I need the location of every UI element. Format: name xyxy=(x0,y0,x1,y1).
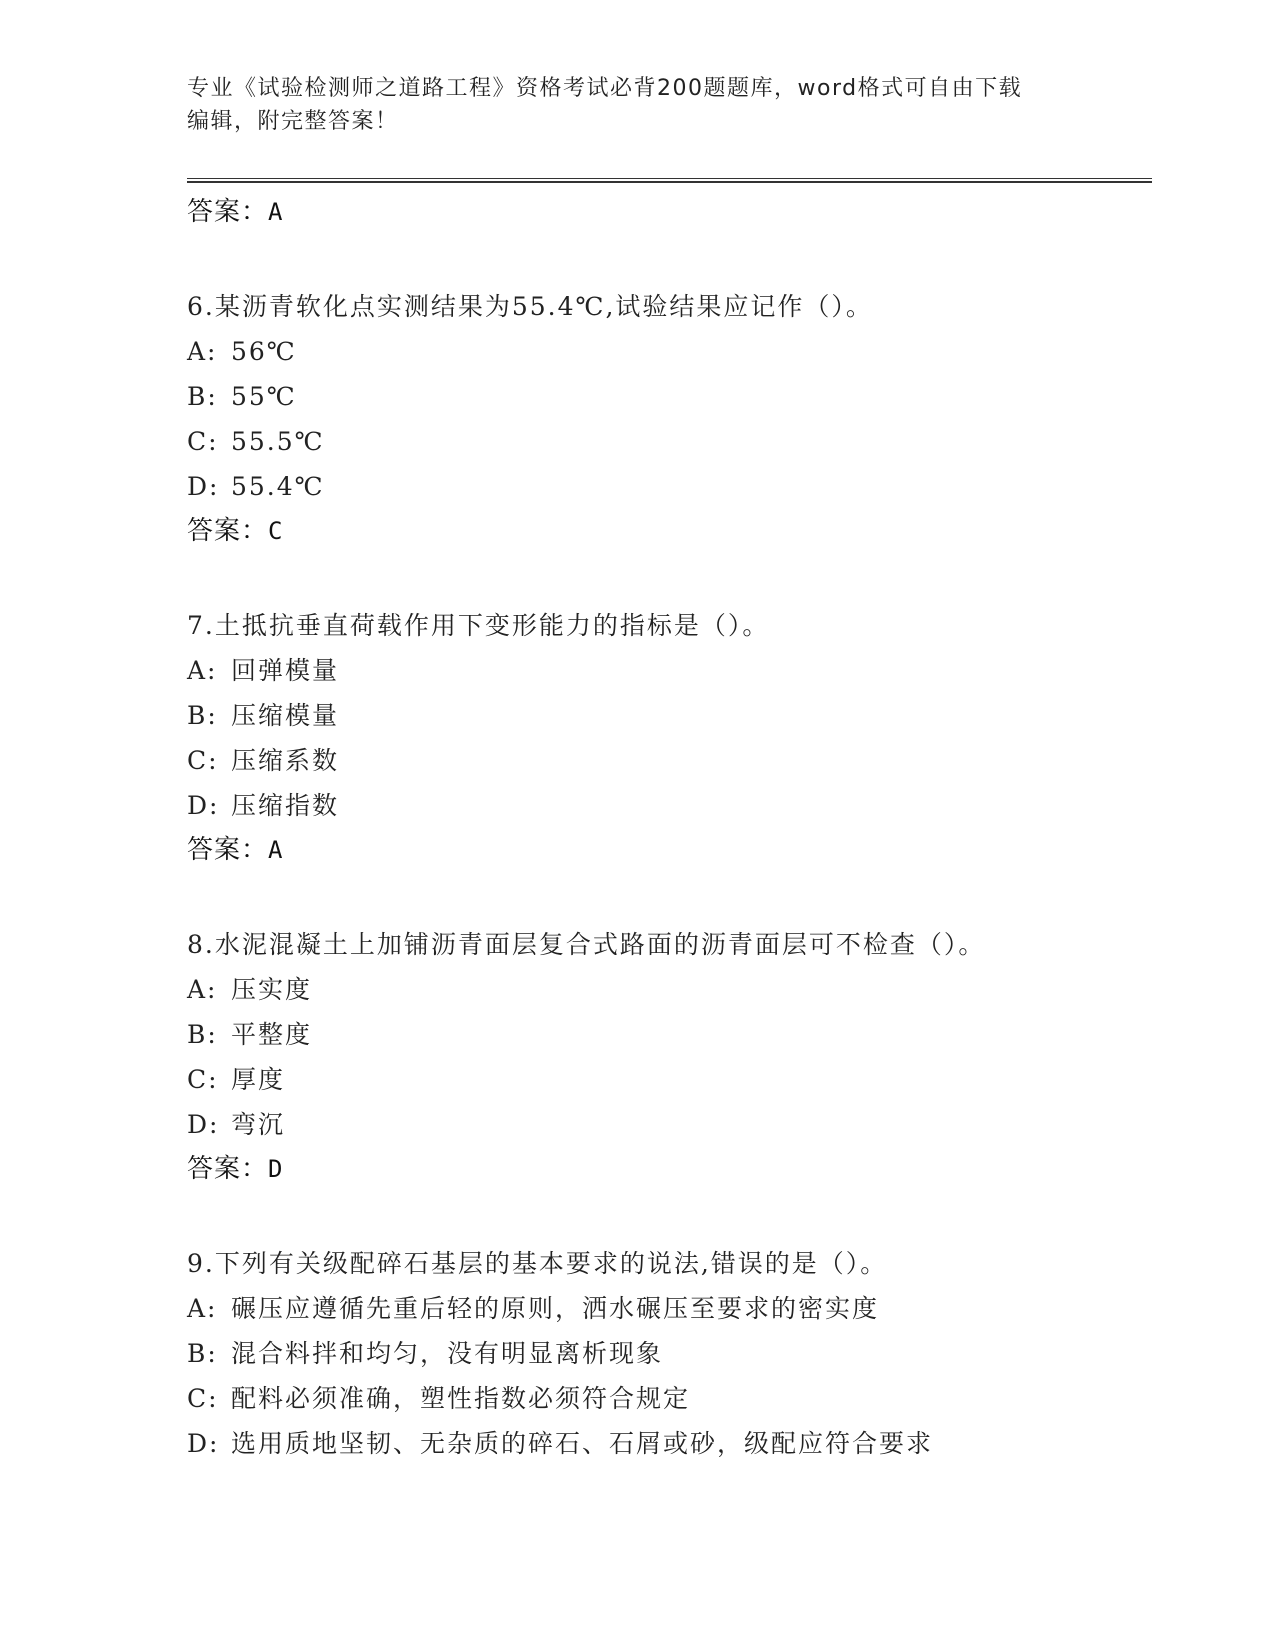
option-text: 55℃ xyxy=(231,382,297,411)
header-line-2: 编辑，附完整答案！ xyxy=(187,109,399,134)
option-text: 压缩模量 xyxy=(231,701,340,730)
option-text: 回弹模量 xyxy=(231,656,340,685)
option-c xyxy=(187,738,1147,783)
option-text: 压缩系数 xyxy=(231,746,340,775)
option-letter: D: xyxy=(187,791,220,820)
option-d xyxy=(187,1421,1147,1466)
option-d xyxy=(187,783,1147,828)
question-text: 6.某沥青软化点实测结果为55.4℃,试验结果应记作（）。 xyxy=(187,292,873,321)
option-a xyxy=(187,648,1147,693)
question-text: 7.土抵抗垂直荷载作用下变形能力的指标是（）。 xyxy=(187,611,770,640)
option-letter: A: xyxy=(187,1294,218,1323)
option-text: 压实度 xyxy=(231,975,313,1004)
answer-label: 答案： xyxy=(187,516,269,546)
answer-value: A xyxy=(268,836,284,864)
option-text: 压缩指数 xyxy=(231,791,340,820)
option-letter: D: xyxy=(187,1110,220,1139)
option-text: 55.4℃ xyxy=(231,472,325,501)
option-letter: B: xyxy=(187,382,218,411)
option-text: 55.5℃ xyxy=(231,427,325,456)
question-text: 9.下列有关级配碎石基层的基本要求的说法,错误的是（）。 xyxy=(187,1249,888,1278)
answer-label: 答案： xyxy=(187,835,269,865)
option-text: 厚度 xyxy=(231,1065,286,1094)
option-letter: A: xyxy=(187,337,218,366)
header-divider xyxy=(187,178,1152,183)
option-text: 混合料拌和均匀，没有明显离析现象 xyxy=(231,1339,664,1368)
answer-value: D xyxy=(268,1155,284,1183)
answer-label: 答案： xyxy=(187,197,269,227)
option-letter: C: xyxy=(187,427,219,456)
option-letter: C: xyxy=(187,1065,219,1094)
option-text: 选用质地坚韧、无杂质的碎石、石屑或砂，级配应符合要求 xyxy=(231,1429,934,1458)
answer-label: 答案： xyxy=(187,1154,269,1184)
option-b xyxy=(187,1012,1147,1057)
answer-value: C xyxy=(268,517,284,545)
option-letter: D: xyxy=(187,472,220,501)
option-letter: C: xyxy=(187,1384,219,1413)
answer-line xyxy=(187,509,1147,554)
answer-line xyxy=(187,1147,1147,1192)
option-letter: D: xyxy=(187,1429,220,1458)
option-text: 配料必须准确，塑性指数必须符合规定 xyxy=(231,1384,691,1413)
option-a xyxy=(187,1286,1147,1331)
option-letter: C: xyxy=(187,746,219,775)
option-b xyxy=(187,693,1147,738)
option-b xyxy=(187,374,1147,419)
option-text: 碾压应遵循先重后轻的原则，洒水碾压至要求的密实度 xyxy=(231,1294,880,1323)
option-a xyxy=(187,967,1147,1012)
document-header xyxy=(187,72,1087,138)
option-letter: B: xyxy=(187,1339,218,1368)
option-c xyxy=(187,1376,1147,1421)
question-text: 8.水泥混凝土上加铺沥青面层复合式路面的沥青面层可不检查（）。 xyxy=(187,930,986,959)
option-letter: B: xyxy=(187,701,218,730)
answer-value: A xyxy=(268,198,284,226)
option-c xyxy=(187,419,1147,464)
option-b xyxy=(187,1331,1147,1376)
option-text: 56℃ xyxy=(231,337,297,366)
option-text: 弯沉 xyxy=(231,1110,286,1139)
option-letter: A: xyxy=(187,975,218,1004)
option-c xyxy=(187,1057,1147,1102)
answer-line xyxy=(187,190,1147,235)
option-d xyxy=(187,1102,1147,1147)
option-text: 平整度 xyxy=(231,1020,313,1049)
option-letter: B: xyxy=(187,1020,218,1049)
option-letter: A: xyxy=(187,656,218,685)
answer-line xyxy=(187,828,1147,873)
header-line-1: 专业《试验检测师之道路工程》资格考试必背200题题库，word格式可自由下载 xyxy=(187,76,1023,101)
option-a xyxy=(187,329,1147,374)
question-list xyxy=(187,190,1147,1466)
option-d xyxy=(187,464,1147,509)
